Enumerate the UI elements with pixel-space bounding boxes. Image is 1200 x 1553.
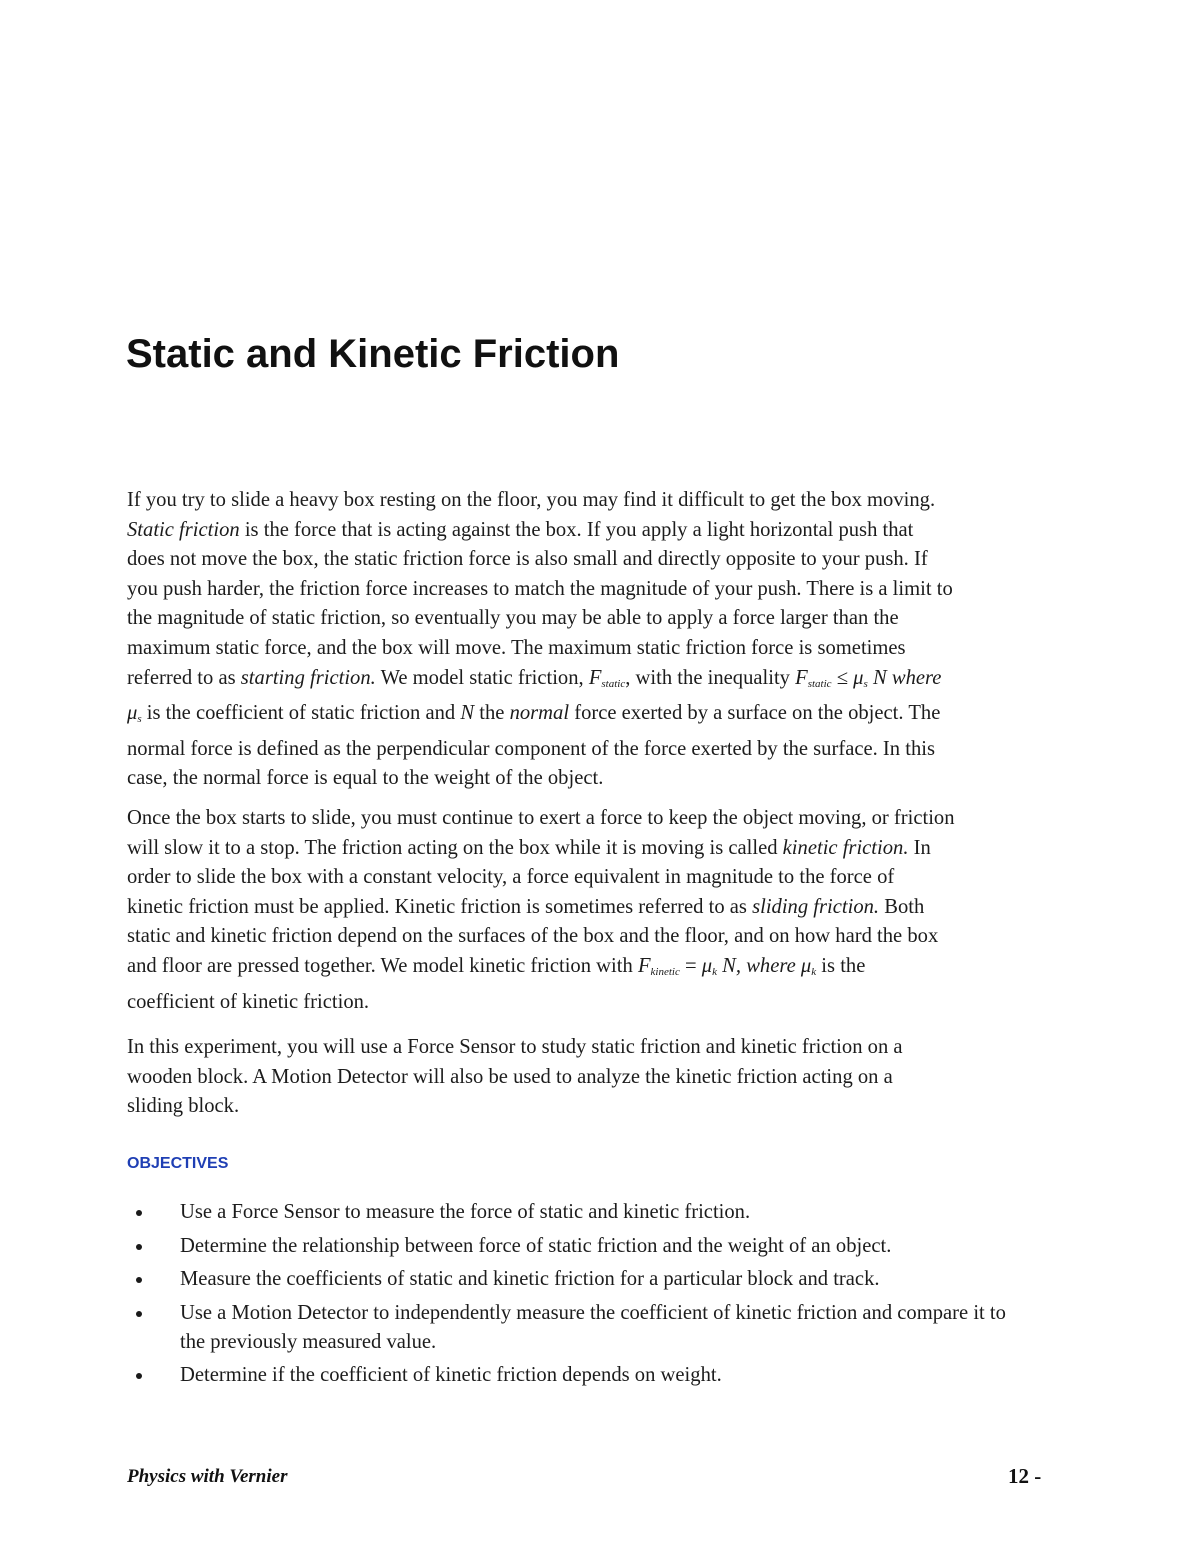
symbol-f: F <box>795 666 808 689</box>
text-line <box>127 519 913 541</box>
text-fragment: , with the inequality <box>625 666 796 689</box>
text-line: Once the box starts to slide, you must continue to exert a force to keep the object moving, or friction <box>127 807 955 829</box>
text-fragment: ≤ <box>831 666 854 689</box>
page-title: Static and Kinetic Friction <box>126 332 620 376</box>
term-sliding-friction: sliding friction. <box>752 895 880 918</box>
text-line: static and kinetic friction depend on the surfaces of the box and the floor, and on how hard the box <box>127 925 939 948</box>
objective-text: Measure the coefficients of static and kinetic friction for a particular block and track. <box>180 1268 880 1290</box>
symbol-f: F <box>588 666 602 689</box>
subscript: k <box>811 965 817 978</box>
text-line <box>127 896 924 918</box>
objective-text: Use a Motion Detector to independently measure the coefficient of kinetic friction and compare it to the previously measured value. <box>180 1301 1006 1353</box>
text-fragment: referred to as <box>127 666 241 689</box>
symbol-mu: μ <box>127 702 138 725</box>
footer-page-number: 12 - <box>1008 1464 1042 1488</box>
text-line: sliding block. <box>127 1095 240 1118</box>
intro-paragraph-3 <box>127 1033 1087 1122</box>
bullet-icon <box>136 1311 142 1317</box>
symbol-f: F <box>637 954 651 977</box>
objectives-heading: OBJECTIVES <box>127 1155 229 1172</box>
objectives-list <box>132 1198 1072 1395</box>
text-line: maximum static force, and the box will move. The maximum static friction force is sometimes <box>127 636 906 659</box>
term-static-friction: Static friction <box>127 518 240 541</box>
text-line: In this experiment, you will use a Force Sensor to study static friction and kinetic friction on a <box>127 1036 903 1058</box>
text-line: coefficient of kinetic friction. <box>127 990 370 1013</box>
text-line <box>127 955 865 977</box>
text-line: normal force is defined as the perpendicular component of the force exerted by the surface. In this <box>127 737 935 760</box>
text-line <box>127 702 940 724</box>
list-item <box>132 1299 1022 1357</box>
subscript: k <box>712 965 718 978</box>
text-fragment: is the coefficient of static friction and <box>141 702 461 725</box>
text-fragment: Both <box>879 895 925 918</box>
term-starting-friction: starting friction. <box>240 666 376 689</box>
text-line <box>127 837 931 859</box>
intro-paragraph-1 <box>127 486 1087 794</box>
bullet-icon <box>136 1244 142 1250</box>
text-line: wooden block. A Motion Detector will also be used to analyze the kinetic friction acting on a <box>127 1065 893 1088</box>
text-line: If you try to slide a heavy box resting on the floor, you may find it difficult to get the box moving. <box>127 489 936 511</box>
text-line: you push harder, the friction force increases to match the magnitude of your push. There is a limit to <box>127 577 953 600</box>
subscript: s <box>863 677 868 690</box>
text-fragment: N, where <box>717 954 801 977</box>
symbol-mu: μ <box>701 954 713 977</box>
symbol-n: N <box>460 702 475 725</box>
text-line <box>127 667 941 689</box>
objective-text: Determine if the coefficient of kinetic friction depends on weight. <box>180 1364 722 1386</box>
text-line: the magnitude of static friction, so eventually you may be able to apply a force larger than the <box>127 607 899 630</box>
list-item <box>132 1361 1072 1390</box>
text-line: does not move the box, the static friction force is also small and directly opposite to your push. If <box>127 548 928 571</box>
intro-paragraph-2 <box>127 804 1087 1017</box>
text-fragment: kinetic friction must be applied. Kinetic friction is sometimes referred to as <box>127 895 753 918</box>
text-fragment: In <box>908 836 931 859</box>
symbol-mu: μ <box>853 666 864 689</box>
text-fragment: is the <box>816 954 866 977</box>
bullet-icon <box>136 1210 142 1216</box>
text-fragment: = <box>679 954 702 977</box>
footer-book-title: Physics with Vernier <box>127 1466 288 1487</box>
text-fragment: N where <box>867 666 942 689</box>
text-fragment: is the force that is acting against the box. If you apply a light horizontal push that <box>239 518 914 541</box>
text-line: order to slide the box with a constant velocity, a force equivalent in magnitude to the force of <box>127 866 895 889</box>
text-line: case, the normal force is equal to the weight of the object. <box>127 767 604 790</box>
list-item <box>132 1198 1072 1227</box>
text-fragment: and floor are pressed together. We model kinetic friction with <box>127 954 638 977</box>
objective-text: Use a Force Sensor to measure the force of static and kinetic friction. <box>180 1201 751 1223</box>
bullet-icon <box>136 1277 142 1283</box>
text-fragment: We model static friction, <box>375 666 589 689</box>
text-fragment: force exerted by a surface on the object. The <box>569 702 941 725</box>
subscript: s <box>137 713 142 726</box>
list-item <box>132 1232 1072 1261</box>
symbol-mu: μ <box>800 954 812 977</box>
list-item <box>132 1265 1072 1294</box>
term-kinetic-friction: kinetic friction. <box>782 836 909 859</box>
term-normal: normal <box>509 702 570 725</box>
subscript: kinetic <box>650 965 680 978</box>
subscript: static <box>601 677 626 690</box>
subscript: static <box>807 677 832 690</box>
bullet-icon <box>136 1373 142 1379</box>
objective-text: Determine the relationship between force of static friction and the weight of an object. <box>180 1234 892 1257</box>
text-fragment: the <box>474 702 510 725</box>
text-fragment: will slow it to a stop. The friction acting on the box while it is moving is called <box>127 836 783 859</box>
